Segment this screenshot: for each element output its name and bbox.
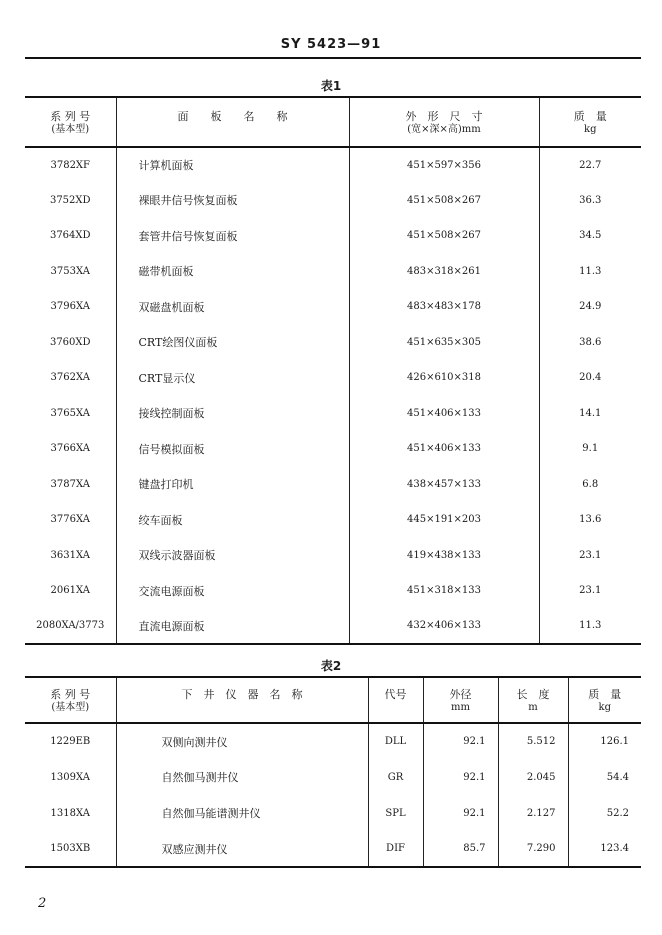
code-cell: DLL	[368, 723, 423, 759]
table2-caption: 表2	[320, 659, 342, 673]
panel-name-cell: 计算机面板	[116, 147, 349, 183]
panel-name-cell: 信号模拟面板	[116, 431, 349, 467]
panel-name-cell: 双磁盘机面板	[116, 289, 349, 325]
header-subtext: kg	[598, 702, 611, 713]
table-row	[25, 183, 641, 219]
table2-header-name	[116, 677, 368, 723]
code-cell: DIF	[368, 831, 423, 867]
mass-cell: 13.6	[579, 514, 602, 526]
document-header: SY 5423—91	[280, 37, 382, 52]
table-row	[25, 502, 641, 538]
table-row	[25, 254, 641, 290]
table-row	[25, 538, 641, 574]
outer-diameter-cell: 85.7	[423, 831, 498, 867]
mass-cell: 24.9	[579, 301, 602, 313]
table2-header-length	[498, 677, 568, 723]
dimensions-cell: 426×610×318	[349, 360, 539, 396]
code-cell: SPL	[368, 795, 423, 831]
table-row	[25, 609, 641, 645]
length-cell: 2.045	[498, 759, 568, 795]
dimensions-cell: 451×508×267	[349, 218, 539, 254]
table-row	[25, 360, 641, 396]
dimensions-cell: 451×508×267	[349, 183, 539, 219]
table1-header-series	[25, 97, 116, 147]
instrument-name-cell: 自然伽马测井仪	[116, 759, 368, 795]
table-row	[25, 759, 641, 795]
header-subtext: (宽×深×高)mm	[407, 124, 481, 135]
panel-name-cell: 交流电源面板	[116, 573, 349, 609]
header-text: 外 形 尺 寸	[405, 110, 483, 123]
series-cell: 2080XA/3773	[25, 609, 116, 645]
series-cell: 1309XA	[25, 759, 116, 795]
panel-name-cell: CRT绘图仪面板	[116, 325, 349, 361]
header-text: 代号	[384, 688, 407, 701]
table1-header-row	[25, 97, 641, 147]
series-cell: 1229EB	[25, 723, 116, 759]
table-row	[25, 831, 641, 867]
dimensions-cell: 445×191×203	[349, 502, 539, 538]
mass-cell: 34.5	[579, 230, 602, 242]
instrument-name-cell: 双感应测井仪	[116, 831, 368, 867]
table-row	[25, 573, 641, 609]
table-row	[25, 289, 641, 325]
mass-cell: 14.1	[579, 407, 602, 419]
header-rule	[25, 57, 641, 59]
series-cell: 3796XA	[25, 289, 116, 325]
table2-header-od	[423, 677, 498, 723]
dimensions-cell: 451×597×356	[349, 147, 539, 183]
instrument-name-cell: 双侧向测井仪	[116, 723, 368, 759]
mass-cell: 38.6	[579, 336, 602, 348]
series-cell: 2061XA	[25, 573, 116, 609]
outer-diameter-cell: 92.1	[423, 723, 498, 759]
table-row	[25, 723, 641, 759]
panel-name-cell: CRT显示仪	[116, 360, 349, 396]
panel-name-cell: 双线示波器面板	[116, 538, 349, 574]
header-subtext: m	[528, 702, 538, 713]
dimensions-cell: 451×318×133	[349, 573, 539, 609]
header-text: 下 井 仪 器 名 称	[181, 688, 303, 701]
header-subtext: mm	[451, 702, 470, 713]
code-cell: GR	[368, 759, 423, 795]
dimensions-cell: 432×406×133	[349, 609, 539, 645]
table-row	[25, 795, 641, 831]
series-cell: 3782XF	[25, 147, 116, 183]
mass-cell: 126.1	[600, 736, 629, 747]
series-cell: 3765XA	[25, 396, 116, 432]
page-number: 2	[38, 896, 47, 911]
mass-cell: 23.1	[579, 585, 602, 597]
table-row	[25, 396, 641, 432]
panel-name-cell: 套管井信号恢复面板	[116, 218, 349, 254]
dimensions-cell: 483×483×178	[349, 289, 539, 325]
mass-cell: 23.1	[579, 549, 602, 561]
mass-cell: 9.1	[582, 443, 599, 455]
panel-name-cell: 裸眼井信号恢复面板	[116, 183, 349, 219]
table2-header-row	[25, 677, 641, 723]
series-cell: 3631XA	[25, 538, 116, 574]
table-row	[25, 325, 641, 361]
series-cell: 1503XB	[25, 831, 116, 867]
panel-name-cell: 绞车面板	[116, 502, 349, 538]
dimensions-cell: 419×438×133	[349, 538, 539, 574]
mass-cell: 123.4	[600, 843, 629, 854]
table-row	[25, 431, 641, 467]
mass-cell: 54.4	[606, 771, 629, 783]
mass-cell: 36.3	[579, 194, 602, 206]
series-cell: 3764XD	[25, 218, 116, 254]
panel-name-cell: 接线控制面板	[116, 396, 349, 432]
series-cell: 3760XD	[25, 325, 116, 361]
header-text: 外径	[449, 688, 472, 701]
header-text: 长 度	[516, 688, 550, 701]
mass-cell: 22.7	[579, 159, 602, 171]
header-text: 面 板 名 称	[177, 110, 288, 123]
series-cell: 3787XA	[25, 467, 116, 503]
series-cell: 3766XA	[25, 431, 116, 467]
mass-cell: 52.2	[606, 807, 629, 819]
table2-header-code	[368, 677, 423, 723]
panel-name-cell: 磁带机面板	[116, 254, 349, 290]
table2-header-mass	[568, 677, 641, 723]
length-cell: 7.290	[498, 831, 568, 867]
mass-cell: 6.8	[582, 478, 599, 490]
header-subtext: (基本型)	[51, 702, 90, 713]
dimensions-cell: 451×406×133	[349, 431, 539, 467]
panel-name-cell: 键盘打印机	[116, 467, 349, 503]
series-cell: 3753XA	[25, 254, 116, 290]
table-row	[25, 467, 641, 503]
dimensions-cell: 438×457×133	[349, 467, 539, 503]
panel-name-cell: 直流电源面板	[116, 609, 349, 645]
outer-diameter-cell: 92.1	[423, 759, 498, 795]
mass-cell: 11.3	[579, 620, 602, 632]
dimensions-cell: 483×318×261	[349, 254, 539, 290]
mass-cell: 20.4	[579, 372, 602, 384]
table-row	[25, 218, 641, 254]
table1-header-dims	[349, 97, 539, 147]
length-cell: 2.127	[498, 795, 568, 831]
dimensions-cell: 451×406×133	[349, 396, 539, 432]
header-subtext: kg	[584, 124, 597, 135]
outer-diameter-cell: 92.1	[423, 795, 498, 831]
header-text: 质 量	[588, 688, 622, 701]
table1-header-panel	[116, 97, 349, 147]
series-cell: 3776XA	[25, 502, 116, 538]
table1	[25, 96, 641, 645]
header-text: 质 量	[573, 110, 607, 123]
table1-caption: 表1	[320, 79, 342, 93]
series-cell: 1318XA	[25, 795, 116, 831]
header-subtext: (基本型)	[51, 124, 90, 135]
length-cell: 5.512	[498, 723, 568, 759]
table1-header-mass	[539, 97, 641, 147]
dimensions-cell: 451×635×305	[349, 325, 539, 361]
table1-body	[25, 147, 641, 644]
header-text: 系 列 号	[50, 110, 91, 123]
table2	[25, 676, 641, 868]
table2-header-series	[25, 677, 116, 723]
series-cell: 3752XD	[25, 183, 116, 219]
table2-body	[25, 723, 641, 867]
header-text: 系 列 号	[50, 688, 91, 701]
table-row	[25, 147, 641, 183]
instrument-name-cell: 自然伽马能谱测井仪	[116, 795, 368, 831]
series-cell: 3762XA	[25, 360, 116, 396]
mass-cell: 11.3	[579, 265, 602, 277]
